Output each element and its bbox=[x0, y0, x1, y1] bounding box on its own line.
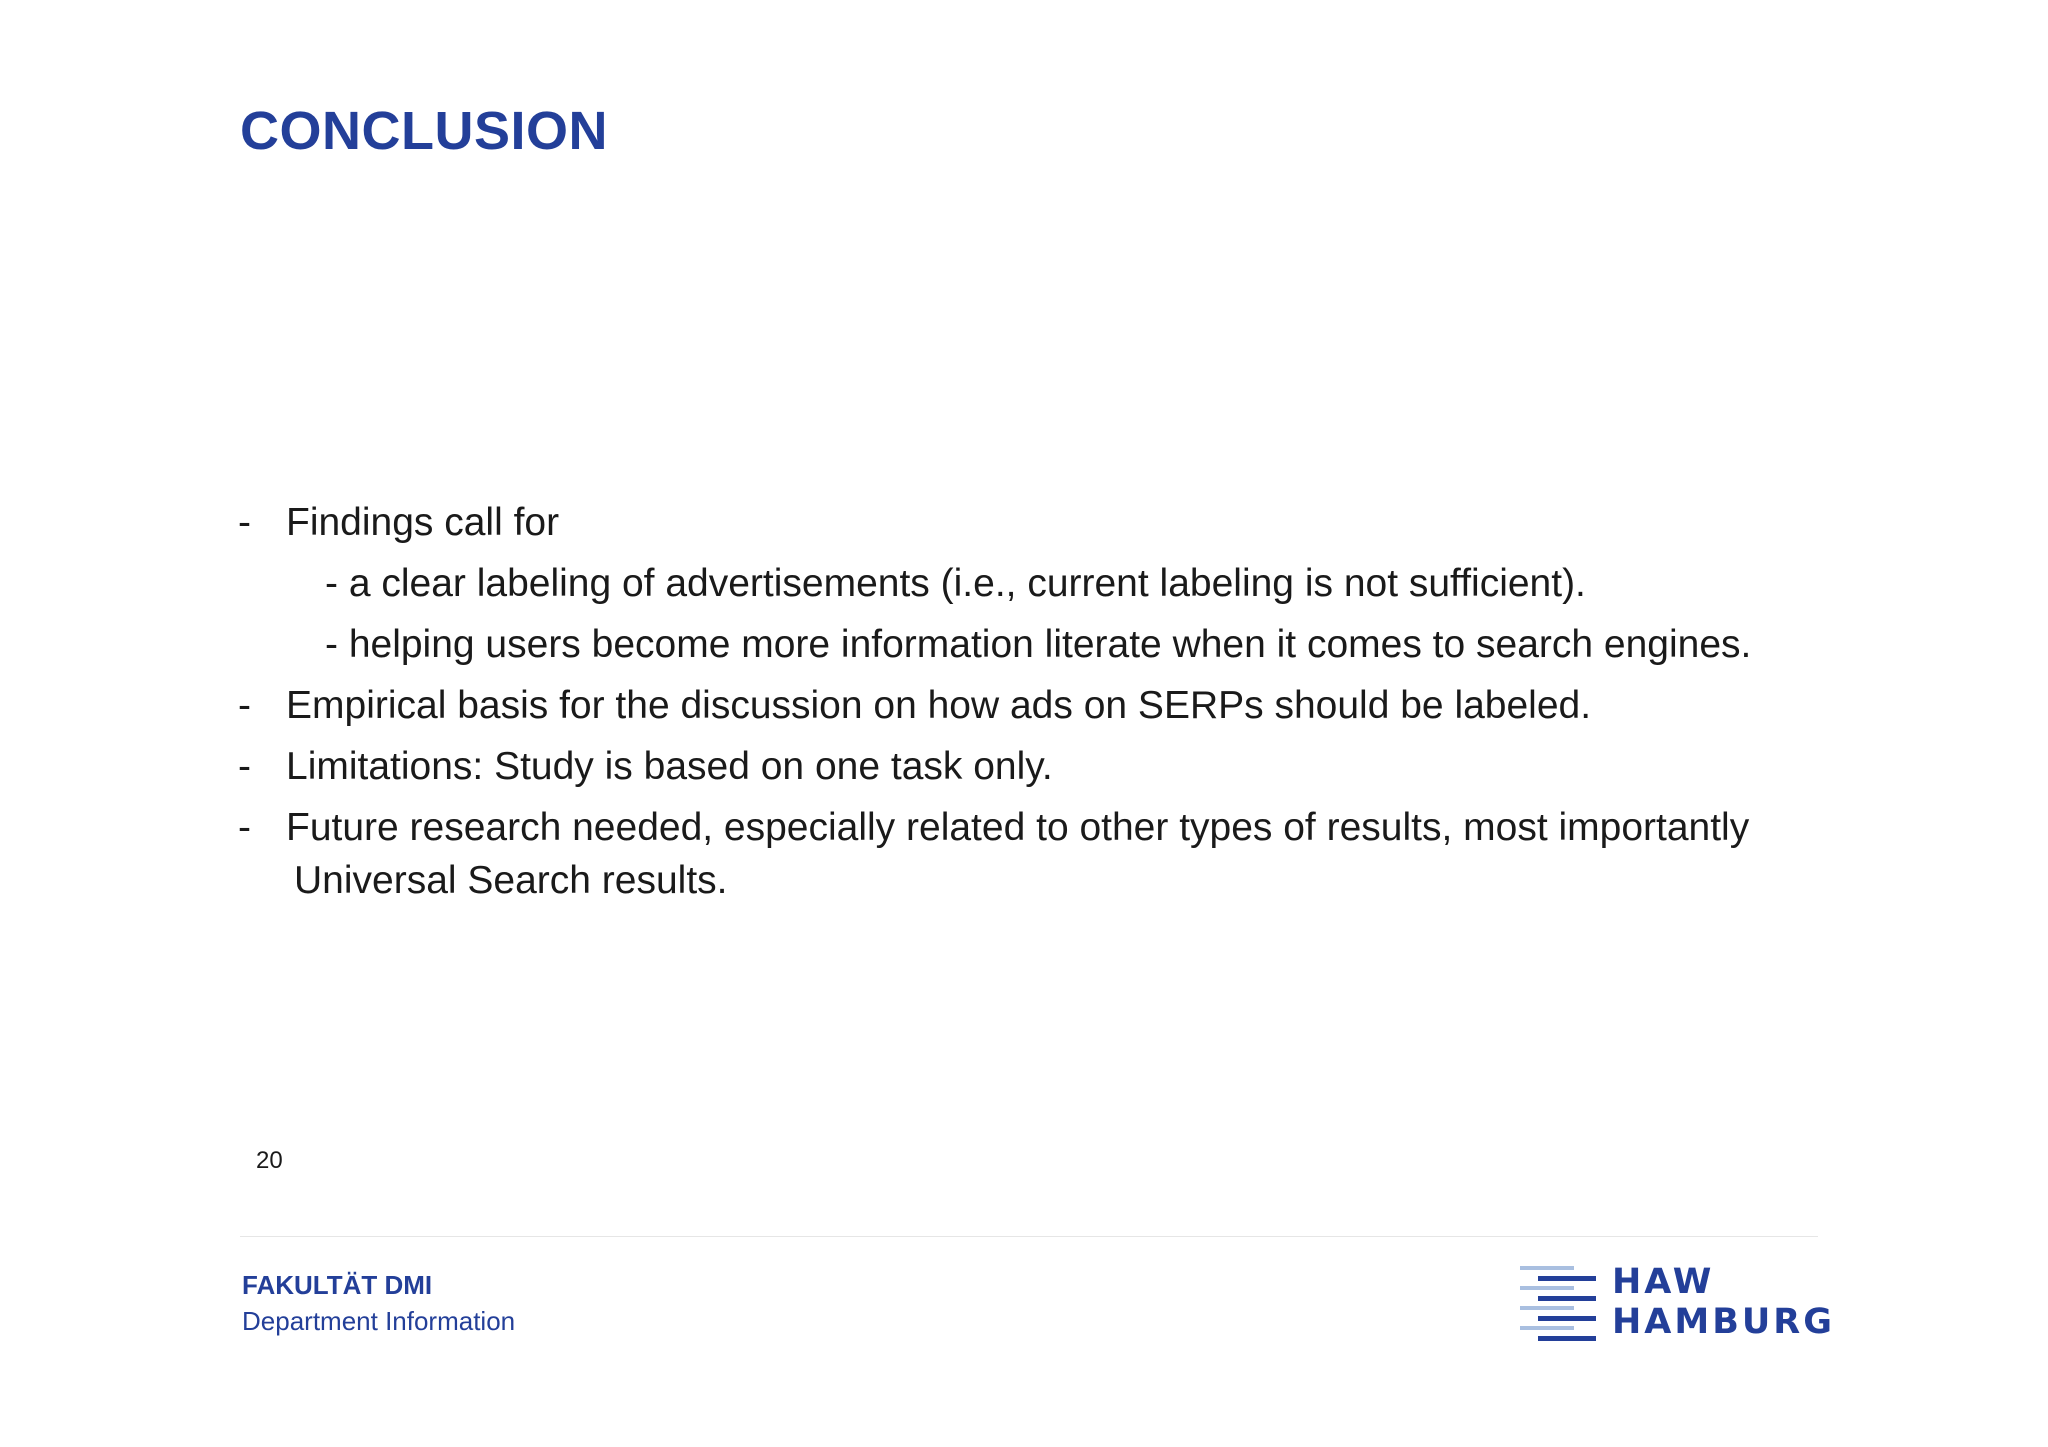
bullet-list bbox=[238, 492, 1878, 911]
bullet-continuation-text: Universal Search results. bbox=[294, 859, 728, 902]
department-name: Department Information bbox=[242, 1306, 516, 1336]
sub-bullet-text: - helping users become more information literate when it comes to search engines. bbox=[325, 623, 1752, 666]
bullet-text: Future research needed, especially related to other types of results, most importantly bbox=[286, 806, 1750, 849]
logo-line-1: HAW bbox=[1612, 1262, 1715, 1302]
bullet-text: Empirical basis for the discussion on how ads on SERPs should be labeled. bbox=[286, 684, 1592, 727]
bullet-item bbox=[238, 675, 1878, 736]
bullet-marker: - bbox=[238, 745, 251, 788]
haw-hamburg-logo bbox=[1518, 1262, 1835, 1342]
bullet-marker: - bbox=[238, 684, 251, 727]
bullet-item bbox=[238, 736, 1878, 797]
slide-title: CONCLUSION bbox=[240, 101, 608, 161]
footer-divider bbox=[240, 1236, 1818, 1237]
bullet-item bbox=[238, 492, 1878, 553]
bullet-marker: - bbox=[238, 806, 251, 849]
bullet-item bbox=[238, 797, 1878, 858]
logo-wordmark bbox=[1612, 1262, 1835, 1342]
logo-line-2: HAMBURG bbox=[1612, 1302, 1835, 1342]
faculty-name: FAKULTÄT DMI bbox=[242, 1270, 433, 1300]
bullet-text: Findings call for bbox=[286, 501, 560, 544]
sub-bullet-item bbox=[238, 614, 1878, 675]
bullet-text: Limitations: Study is based on one task only. bbox=[286, 745, 1053, 788]
bullet-continuation bbox=[238, 850, 1878, 911]
logo-stripes-icon bbox=[1518, 1266, 1598, 1342]
bullet-marker: - bbox=[238, 501, 251, 544]
page-number: 20 bbox=[256, 1147, 283, 1174]
sub-bullet-item bbox=[238, 553, 1878, 614]
sub-bullet-text: - a clear labeling of advertisements (i.e., current labeling is not sufficient). bbox=[325, 562, 1586, 605]
